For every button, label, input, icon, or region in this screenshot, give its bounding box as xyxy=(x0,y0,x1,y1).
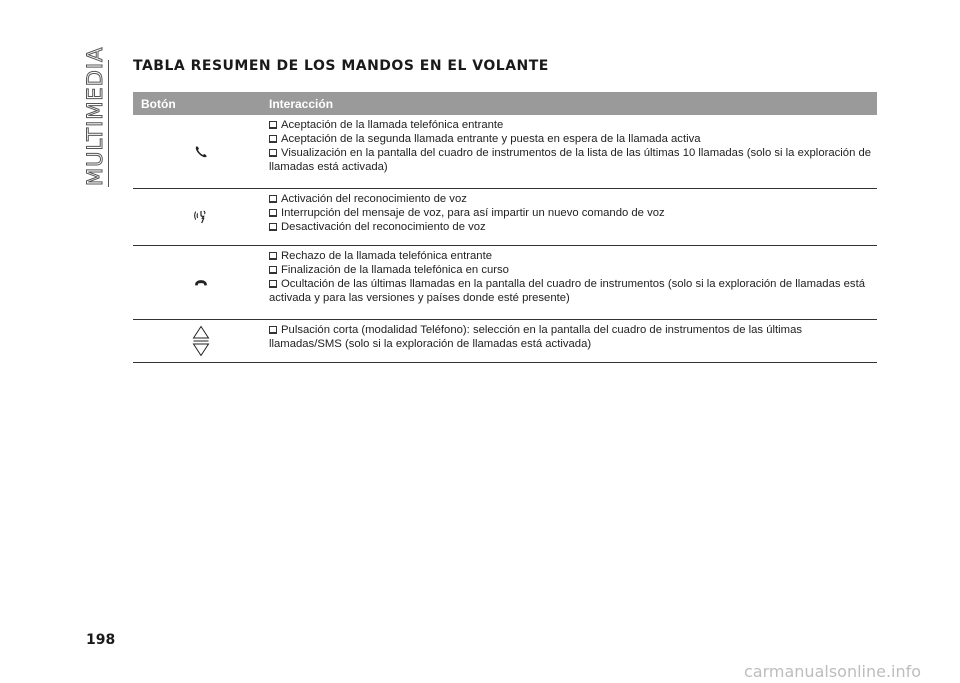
table-row xyxy=(133,115,877,189)
checkbox-bullet-icon xyxy=(269,266,277,274)
up-down-arrows-icon xyxy=(137,320,265,362)
phone-accept-icon xyxy=(137,115,265,188)
item-text: Activación del reconocimiento de voz xyxy=(281,193,467,205)
watermark: carmanualsonline.info xyxy=(744,662,922,681)
checkbox-bullet-icon xyxy=(269,223,277,231)
section-divider xyxy=(108,60,109,187)
item-text: Finalización de la llamada telefónica en curso xyxy=(281,264,509,276)
list-item xyxy=(269,132,877,146)
table-row xyxy=(133,189,877,246)
interaction-cell xyxy=(261,246,877,319)
page-number: 198 xyxy=(86,632,116,648)
item-text: Ocultación de las últimas llamadas en la pantalla del cuadro de instrumentos (solo si la exploración de llamadas está activada y para las versiones y países donde esté presente) xyxy=(269,278,865,304)
checkbox-bullet-icon xyxy=(269,280,277,288)
item-text: Interrupción del mensaje de voz, para así impartir un nuevo comando de voz xyxy=(281,207,665,219)
list-item xyxy=(269,192,877,206)
list-item xyxy=(269,220,877,234)
checkbox-bullet-icon xyxy=(269,209,277,217)
list-item xyxy=(269,277,877,305)
table-row xyxy=(133,320,877,363)
item-text: Pulsación corta (modalidad Teléfono): selección en la pantalla del cuadro de instrumentos de las últimas llamadas/SMS (solo si la exploración de llamadas está activada) xyxy=(269,324,803,350)
checkbox-bullet-icon xyxy=(269,195,277,203)
table-row xyxy=(133,246,877,320)
item-text: Aceptación de la llamada telefónica entrante xyxy=(281,119,504,131)
checkbox-bullet-icon xyxy=(269,135,277,143)
interaction-cell xyxy=(261,320,877,362)
section-label: MULTIMEDIA xyxy=(83,46,107,186)
list-item xyxy=(269,146,877,174)
item-text: Aceptación de la segunda llamada entrante y puesta en espera de la llamada activa xyxy=(281,133,701,145)
interaction-cell xyxy=(261,115,877,188)
checkbox-bullet-icon xyxy=(269,121,277,129)
list-item xyxy=(269,206,877,220)
checkbox-bullet-icon xyxy=(269,252,277,260)
list-item xyxy=(269,263,877,277)
voice-recognition-icon xyxy=(137,189,265,245)
list-item xyxy=(269,118,877,132)
controls-table xyxy=(133,92,877,363)
interaction-cell xyxy=(261,189,877,245)
item-text: Desactivación del reconocimiento de voz xyxy=(281,221,486,233)
header-button: Botón xyxy=(141,96,176,111)
page-title: TABLA RESUMEN DE LOS MANDOS EN EL VOLANTE xyxy=(133,58,549,74)
list-item xyxy=(269,323,877,351)
item-text: Rechazo de la llamada telefónica entrante xyxy=(281,250,493,262)
header-interaction: Interacción xyxy=(269,96,334,111)
phone-hangup-icon xyxy=(137,246,265,319)
list-item xyxy=(269,249,877,263)
table-header xyxy=(133,92,877,115)
checkbox-bullet-icon xyxy=(269,326,277,334)
checkbox-bullet-icon xyxy=(269,149,277,157)
item-text: Visualización en la pantalla del cuadro de instrumentos de la lista de las últimas 10 llamadas (solo si la exploración de llamadas está activada) xyxy=(269,147,872,173)
